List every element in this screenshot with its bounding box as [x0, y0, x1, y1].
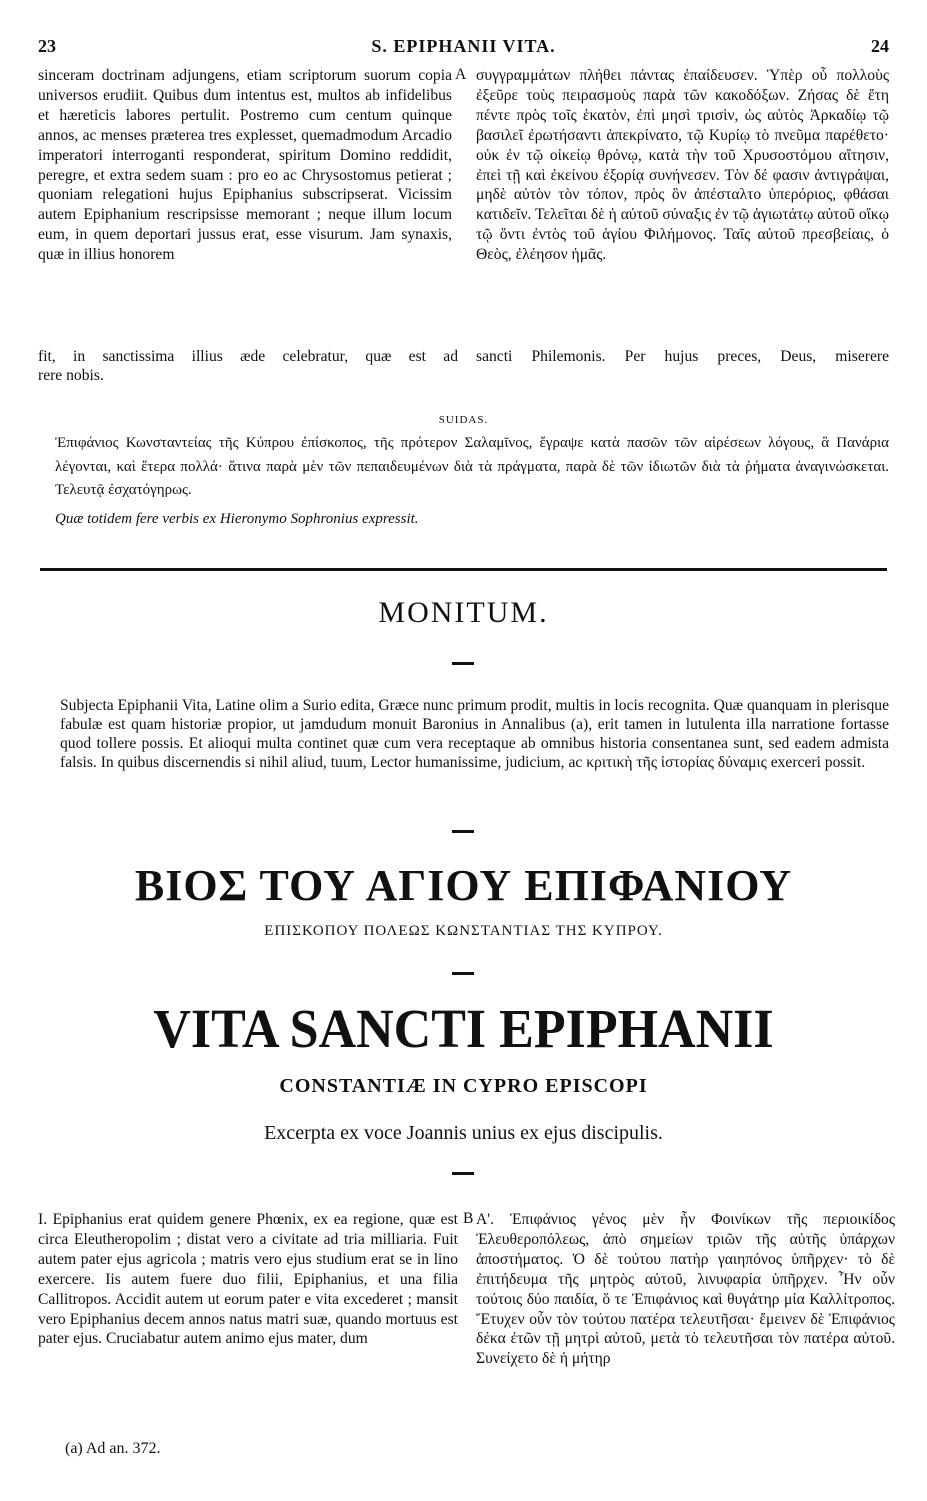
section-rule	[40, 568, 887, 571]
running-title: S. EPIPHANII VITA.	[371, 36, 556, 56]
monitum-title: MONITUM.	[378, 596, 549, 629]
dash-divider	[452, 972, 474, 975]
continuation-latin: fit, in sanctissima illius æde celebratur, quæ est ad	[38, 348, 458, 365]
latin-column-top: sinceram doctrinam adjungens, etiam scriptorum suorum copia universos erudiit. Quibus dum intentus est, multos ab infidelibus et hæreticis labores pertulit. Postremo cum centum quinque annos, ac menses præterea tres explesset, quemadmodum Arcadio imperatori interroganti responderat, spiritum Domino reddidit, peregre, et extra sedem suam : pro eo ac Chrysostomus petierat ; quoniam relegationi hujus Epiphanius subscripserat. Vicissim autem Epiphanium rescripsisse memorant ; neque illum locum eum, in quem deportari jussus erat, esse visurum. Jam synaxis, quæ in illius honorem	[38, 67, 452, 264]
latin-column-main: I. Epiphanius erat quidem genere Phœnix, ex ea regione, quæ est circa Eleutheropolim ; distat vero a civitate ad tria milliaria. Fuit autem pater ejus agricola ; matris vero ejus studium erat se in lino exercere. Iis autem fuere duo filii, Epiphanius, et una filia Callitropos. Accidit autem ut eorum pater e vita excederet ; mansit vero Epiphanius decem annos natus matri suæ, quando mortuus est pater ejus. Cruciabatur autem animo ejus mater, dum	[38, 1211, 458, 1348]
monitum-text: Subjecta Epiphanii Vita, Latine olim a Surio edita, Græce nunc primum prodit, multis in locis recognita. Quæ quanquam in plerisque fabulæ est quam historiæ propior, ut jamdudum monuit Baronius in Annalibus (a), erit tamen in lutulenta illa narratione fortasse quod tollere possis. Et alioqui multa continet quæ cum vera receptaque ab omnibus historia consentanea sunt, sed eadem admista falsis. In quibus discernendis si nihil aliud, tuum, Lector humanissime, judicium, ac κριτικὴ τῆς ἱστορίας δύναμις exerceri possit.	[60, 697, 889, 771]
margin-letter-a: A	[455, 66, 467, 83]
footnote: (a) Ad an. 372.	[65, 1440, 161, 1457]
greek-column-main: Α'. Ἐπιφάνιος γένος μὲν ἦν Φοινίκων τῆς περιοικίδος Ἐλευθεροπόλεως, ἀπὸ σημείων τριῶν τῆς αὐτῆς ὑπάρχων ἀποστήματος. Ὁ δὲ τούτου πατὴρ γαιηπόνος ὑπῆρχεν· τὸ δὲ ἐπιτήδευμα τῆς μητρὸς αὐτοῦ, λινυφαρία ὑπῆρχεν. Ἦν οὖν τούτοις δύο παιδία, ὅ τε Ἐπιφάνιος καὶ θυγάτηρ μία Καλλίτροπος. Ἔτυχεν οὖν τὸν τούτου πατέρα τελευτῆσαι· ἔμεινεν δὲ Ἐπιφάνιος δέκα ἐτῶν τῇ μητρὶ αὐτοῦ, μετὰ τὸ τελευτῆσαι τὸν πατέρα αὐτοῦ. Συνείχετο δὲ ἡ μήτηρ	[476, 1211, 895, 1368]
running-head	[38, 36, 889, 60]
continuation-line-2: rere nobis.	[38, 367, 104, 384]
dash-divider	[452, 1172, 474, 1175]
greek-subtitle: ΕΠΙΣΚΟΠΟΥ ΠΟΛΕΩΣ ΚΩΝΣΤΑΝΤΙΑΣ ΤΗΣ ΚΥΠΡΟΥ.	[264, 923, 663, 939]
greek-title: ΒΙΟΣ ΤΟΥ ΑΓΙΟΥ ΕΠΙΦΑΝΙΟΥ	[134, 861, 793, 910]
excerpta-line: Excerpta ex voce Joannis unius ex ejus discipulis.	[264, 1122, 663, 1144]
suidas-heading: SUIDAS.	[438, 414, 489, 426]
suidas-text: Ἐπιφάνιος Κωνσταντείας τῆς Κύπρου ἐπίσκοπος, τῆς πρότερον Σαλαμῖνος, ἔγραψε κατὰ πασῶν τῶν αἱρέσεων λόγους, ἃ Πανάρια λέγονται, καὶ ἕτερα πολλά· ἅτινα παρὰ μὲν τῶν πεπαιδευμένων διὰ τὰ πράγματα, παρὰ δὲ τῶν ἰδιωτῶν διὰ τὰ ῥήματα ἀναγινώσκεται. Τελευτᾷ ἐσχατόγηρως.	[55, 435, 889, 499]
suidas-quote: Quæ totidem fere verbis ex Hieronymo Sophronius expressit.	[55, 511, 419, 527]
dash-divider	[452, 830, 474, 833]
greek-column-top: συγγραμμάτων πλήθει πάντας ἐπαίδευσεν. Ὑπὲρ οὗ πολλοὺς ἐξεῦρε τοὺς πειρασμοὺς παρὰ τῶν κακοδόξων. Ζήσας δὲ ἔτη πέντε πρὸς τοῖς ἑκατὸν, ἐπὶ μησὶ τρισὶν, ὡς αὐτὸς Ἀρκαδίῳ τῷ βασιλεῖ ἐρωτήσαντι ἀπεκρίνατο, τῷ Κυρίῳ τὸ πνεῦμα παρέθετο· οὐκ ἐν τῷ οἰκείῳ θρόνῳ, κατὰ τὴν τοῦ Χρυσοστόμου αἴτησιν, ἐπεὶ τῇ καὶ ἐκείνου ἐξορίᾳ συνήνεσεν. Τὸν δέ φασιν ἀντιγράψαι, μηδὲ αὐτὸν τὸν τόπον, πρὸς ὃν ἀπέσταλτο ὑπερόριος, φθάσαι κατιδεῖν. Τελεῖται δὲ ἡ αὐτοῦ σύναξις ἐν τῷ ἁγιωτάτῳ αὐτοῦ οἴκῳ τῷ ὄντι ἐντὸς τοῦ ἁγίου Φιλήμονος. Ταῖς αὐτοῦ πρεσβείαις, ὁ Θεὸς, ἐλέησον ἡμᾶς.	[476, 67, 889, 264]
dash-divider	[452, 662, 474, 665]
page-number-right: 24	[871, 36, 889, 56]
continuation-latin-right: sancti Philemonis. Per hujus preces, Deus, miserere	[476, 348, 889, 365]
page-number-left: 23	[38, 36, 56, 56]
latin-title: VITA SANCTI EPIPHANII	[153, 999, 774, 1060]
margin-letter-b: B	[463, 1210, 474, 1227]
latin-subtitle: CONSTANTIÆ IN CYPRO EPISCOPI	[279, 1075, 648, 1097]
